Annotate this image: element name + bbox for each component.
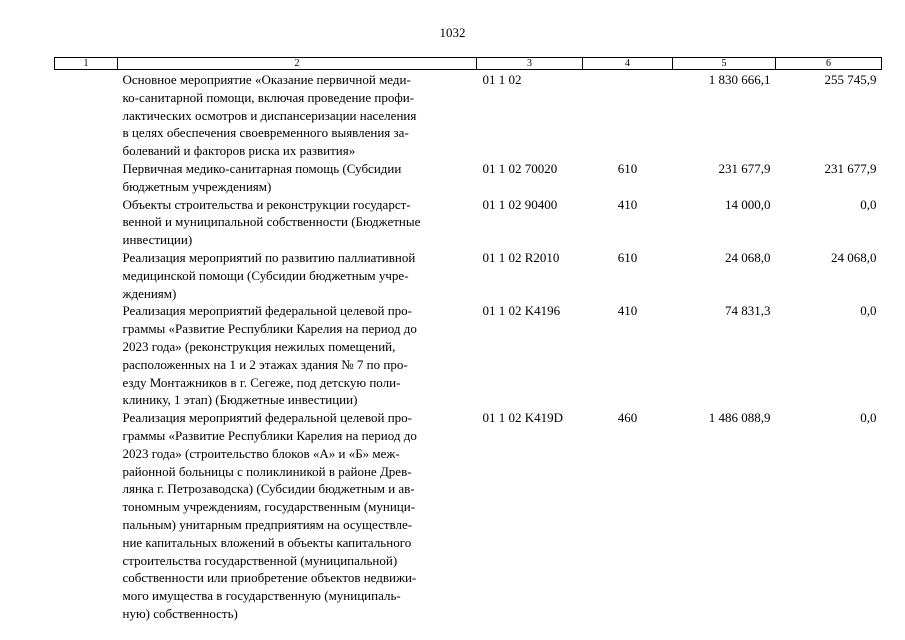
- description-line: пальным) унитарным предприятиям на осуществле-: [122, 516, 413, 532]
- table-row: [55, 160, 882, 196]
- description-line: лянка г. Петрозаводска) (Субсидии бюджетным и ав-: [122, 481, 415, 497]
- row-code: 01 1 02 K419D: [482, 410, 564, 426]
- row-code: 01 1 02 R2010: [482, 249, 560, 265]
- row-amount-2: 24 068,0: [831, 249, 877, 265]
- table-row: [55, 409, 882, 623]
- row-amount-1: 231 677,9: [718, 160, 771, 176]
- description-line: Реализация мероприятий федеральной целевой про-: [122, 303, 412, 319]
- description-line: бюджетным учреждениям): [122, 178, 272, 194]
- column-header-6: 6: [776, 58, 882, 70]
- row-amount-1: 1 830 666,1: [708, 72, 771, 87]
- row-expense-type: 410: [617, 303, 638, 319]
- description-line: граммы «Развитие Республики Карелия на период до: [122, 427, 417, 443]
- row-amount-2: 231 677,9: [824, 160, 877, 176]
- row-code: 01 1 02 K4196: [482, 303, 561, 319]
- row-blank-cell: [55, 249, 118, 302]
- description-line: 2023 года» (реконструкция нежилых помещений,: [122, 338, 396, 354]
- description-line: 2023 года» (строительство блоков «А» и «Б» меж-: [122, 445, 400, 461]
- row-description: [118, 196, 477, 249]
- row-code: 01 1 02 90400: [482, 196, 558, 212]
- description-line: ждениям): [122, 285, 177, 301]
- description-line: Реализация мероприятий федеральной целевой про-: [122, 410, 412, 426]
- table-row: [55, 249, 882, 302]
- description-line: Первичная медико-санитарная помощь (Субсидии: [122, 160, 402, 176]
- description-line: ную) собственность): [122, 605, 238, 621]
- row-expense-type: [583, 70, 673, 160]
- description-line: мого имущества в государственную (муниципаль-: [122, 588, 401, 604]
- row-amount-1: 24 068,0: [725, 249, 771, 265]
- column-header-5: 5: [673, 58, 776, 70]
- row-expense-type: 610: [617, 249, 638, 265]
- page-number: 1032: [439, 25, 466, 40]
- row-blank-cell: [55, 196, 118, 249]
- row-amount-2: 0,0: [860, 196, 877, 212]
- description-line: тономным учреждениям, государственным (муници-: [122, 499, 416, 515]
- budget-table: [54, 57, 882, 623]
- row-code: 01 1 02 70020: [482, 160, 558, 176]
- row-blank-cell: [55, 70, 118, 160]
- table-row: [55, 302, 882, 409]
- row-description: [118, 302, 477, 409]
- row-description: [118, 160, 477, 196]
- description-line: инвестиции): [122, 232, 193, 248]
- table-row: [55, 70, 882, 160]
- row-blank-cell: [55, 302, 118, 409]
- description-line: Реализация мероприятий по развитию паллиативной: [122, 249, 416, 265]
- description-line: лактических осмотров и диспансеризации населения: [122, 107, 417, 123]
- row-amount-1: 14 000,0: [725, 196, 771, 212]
- row-expense-type: 460: [617, 410, 638, 426]
- description-line: районной больницы с поликлиникой в районе Древ-: [122, 463, 412, 479]
- description-line: езду Монтажников в г. Сегеже, под детскую поли-: [122, 374, 401, 390]
- column-header-2: 2: [118, 58, 477, 70]
- row-description: [118, 409, 477, 623]
- row-amount-2: 0,0: [860, 410, 877, 426]
- description-line: строительства государственной (муниципальной): [122, 552, 398, 568]
- row-code: 01 1 02: [482, 72, 522, 87]
- row-amount-2: 0,0: [860, 303, 877, 319]
- description-line: венной и муниципальной собственности (Бюджетные: [122, 214, 421, 230]
- column-header-3: 3: [477, 58, 583, 70]
- row-amount-2: 255 745,9: [824, 72, 877, 87]
- description-line: болеваний и факторов риска их развития»: [122, 143, 356, 159]
- column-header-4: 4: [583, 58, 673, 70]
- description-line: ние капитальных вложений в объекты капитального: [122, 534, 412, 550]
- description-line: Объекты строительства и реконструкции государст-: [122, 196, 411, 212]
- row-amount-1: 1 486 088,9: [708, 410, 771, 426]
- description-line: клинику, 1 этап) (Бюджетные инвестиции): [122, 392, 358, 408]
- description-line: граммы «Развитие Республики Карелия на период до: [122, 321, 417, 337]
- row-expense-type: 610: [617, 160, 638, 176]
- description-line: ко-санитарной помощи, включая проведение профи-: [122, 89, 415, 105]
- row-blank-cell: [55, 160, 118, 196]
- table-row: [55, 196, 882, 249]
- row-blank-cell: [55, 409, 118, 623]
- description-line: медицинской помощи (Субсидии бюджетным учре-: [122, 267, 409, 283]
- description-line: расположенных на 1 и 2 этажах здания № 7 по про-: [122, 356, 408, 372]
- row-expense-type: 410: [617, 196, 638, 212]
- row-description: [118, 249, 477, 302]
- description-line: Основное мероприятие «Оказание первичной меди-: [122, 72, 411, 87]
- description-line: собственности или приобретение объектов недвижи-: [122, 570, 417, 586]
- row-amount-1: 74 831,3: [725, 303, 771, 319]
- row-description: [118, 70, 477, 160]
- column-number-row: [55, 58, 882, 70]
- column-header-1: 1: [55, 58, 118, 70]
- description-line: в целях обеспечения своевременного выявления за-: [122, 125, 409, 141]
